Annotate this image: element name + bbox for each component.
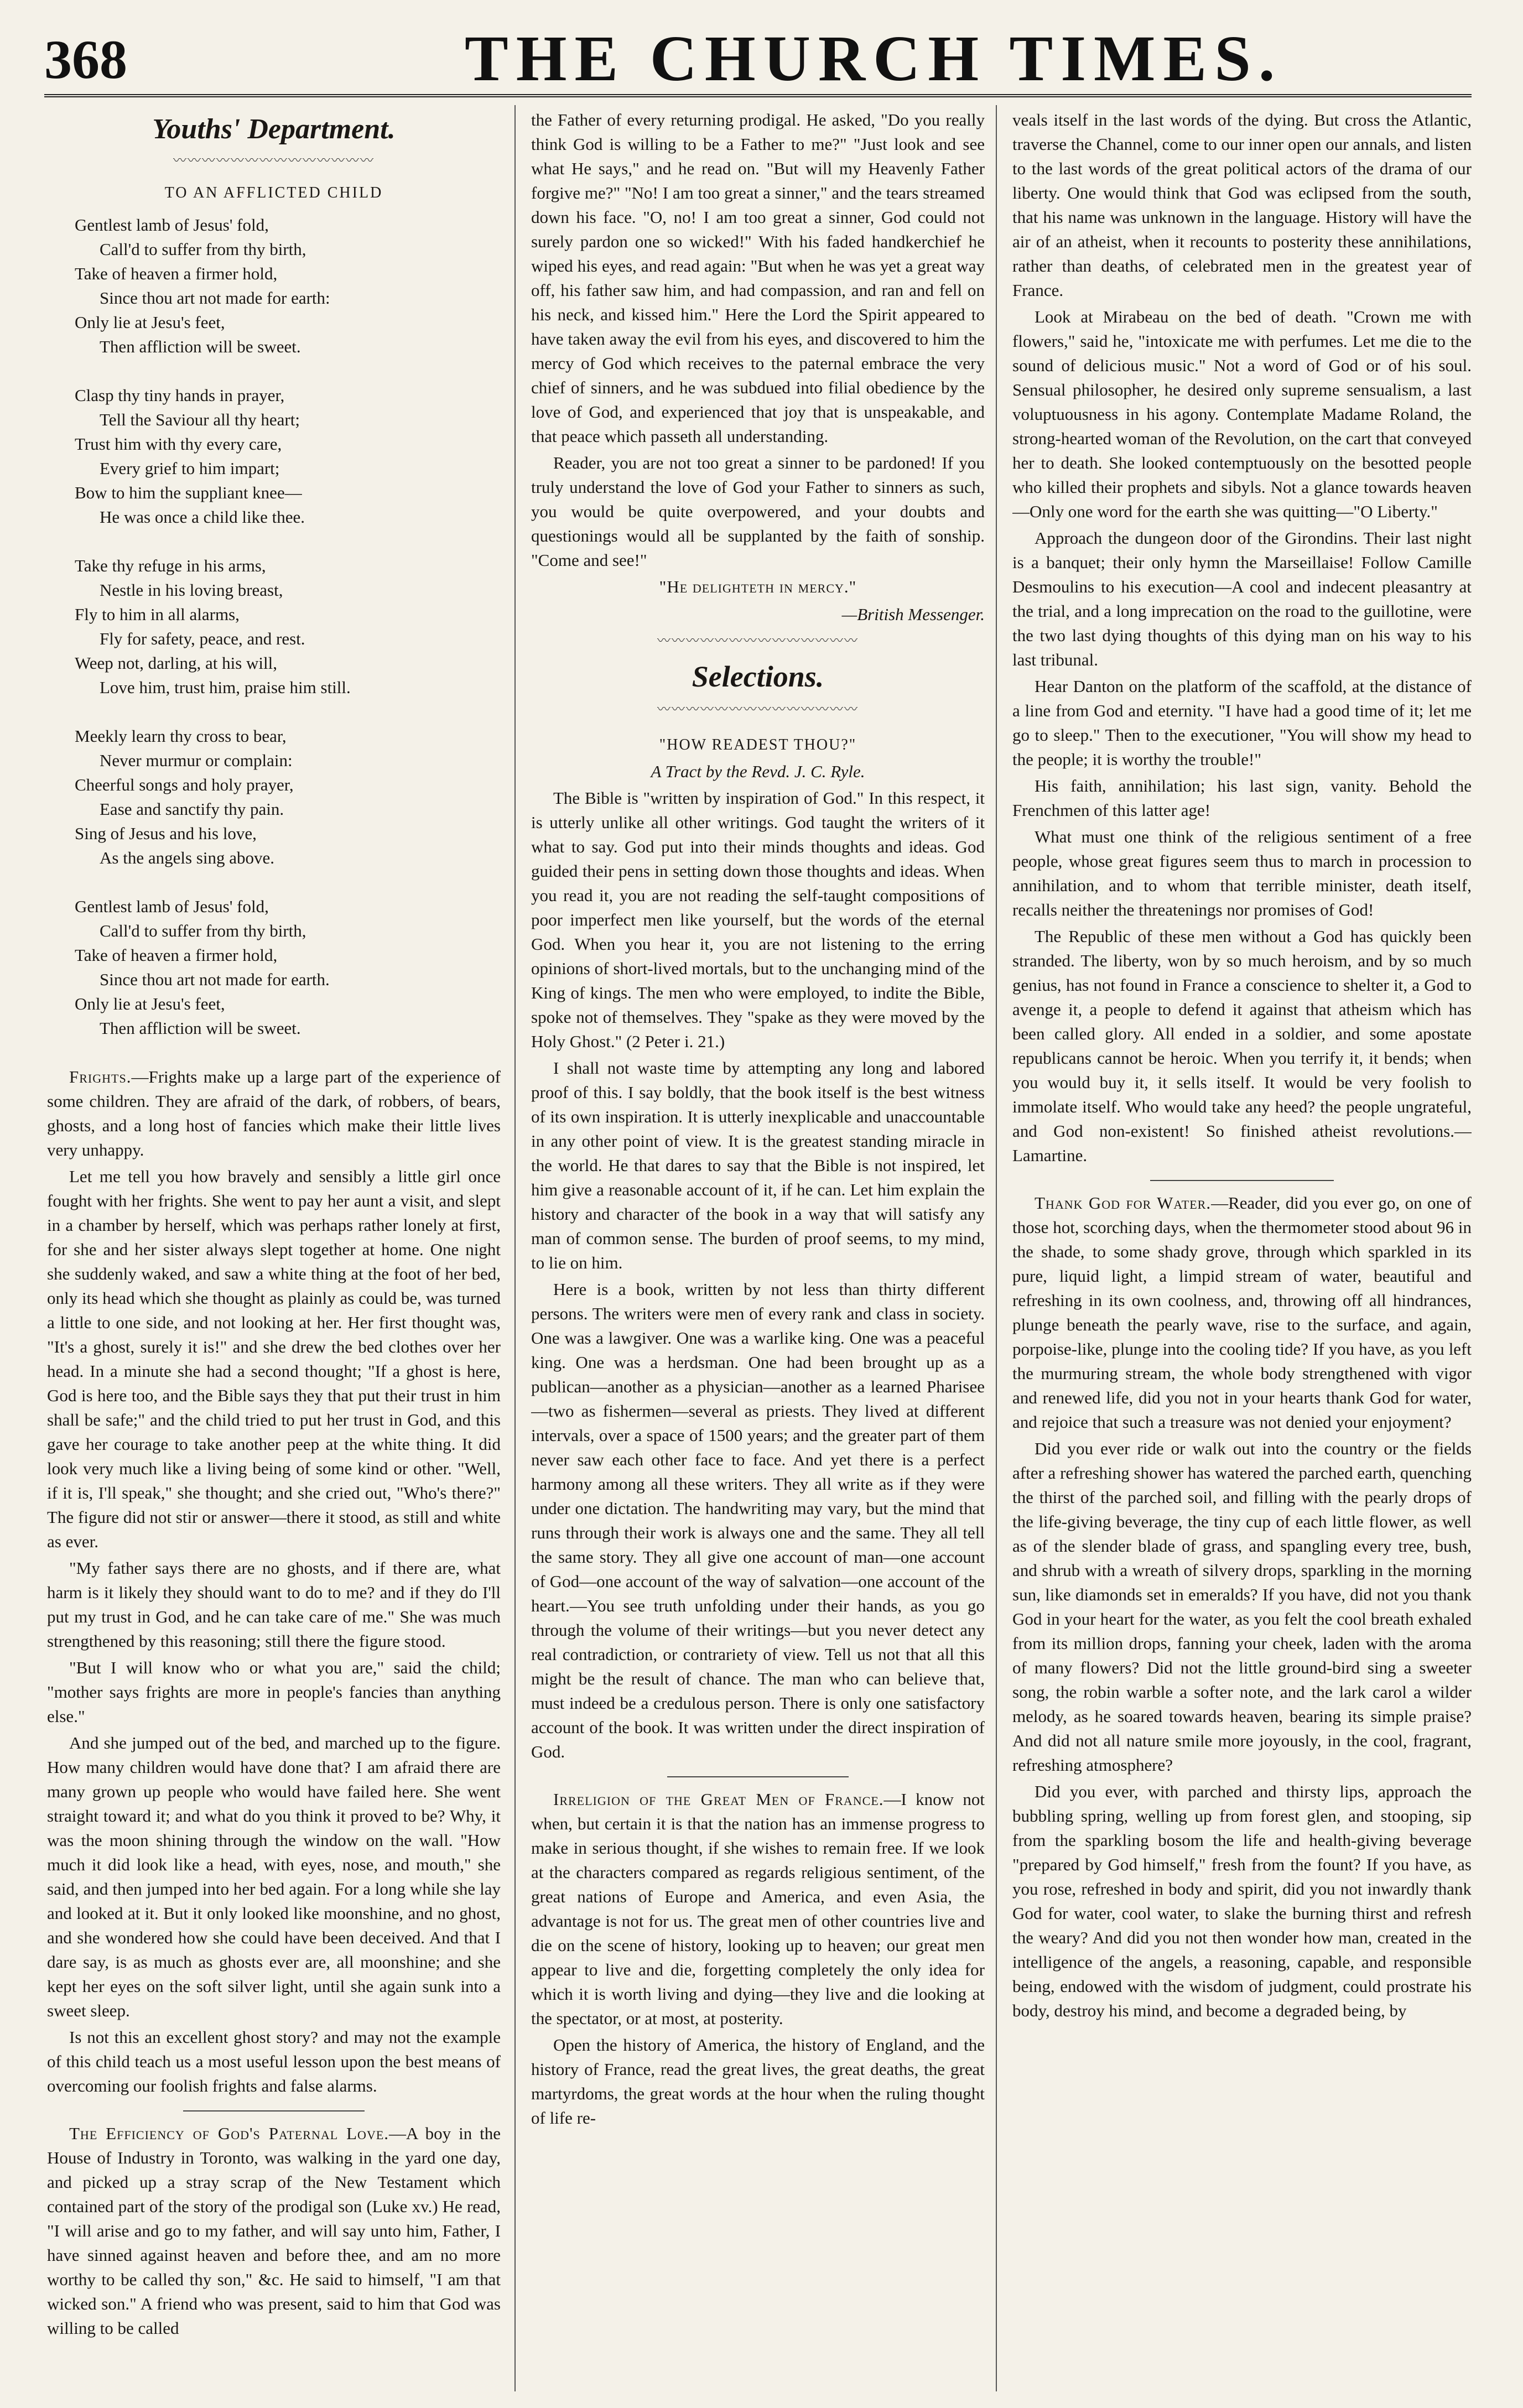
poem-line: Only lie at Jesu's feet, bbox=[75, 994, 225, 1013]
thank-god-article bbox=[1012, 1191, 1472, 1434]
page-number: 368 bbox=[44, 29, 127, 90]
paper-name: THE CHURCH TIMES. bbox=[465, 22, 1283, 95]
paragraph: And she jumped out of the bed, and marched up to the figure. How many children would have done that? I am afraid there are many grown up people who would have failed here. She went straight toward it; and what do you think it proved to be? Why, it was the moon shining through the window on the wall. "How much it did look like a head, with eyes, nose, and mouth," she said, and then jumped into her bed again. For a long while she lay and looked at it. But it only looked like moonshine, and no ghost, and she wondered how she could have been deceived. And that I dare say, is as much as ghosts ever are, all moonshine; and she kept her eyes on the soft silver light, until she again sunk into a sweet sleep. bbox=[47, 1733, 501, 2020]
ornament-rule: 〰〰〰〰〰〰〰〰〰〰〰〰〰〰 bbox=[173, 154, 375, 168]
article-text: —A boy in the House of Industry in Toronto, was walking in the yard one day, and picked up a stray scrap of the New Testament which contained part of the story of the prodigal son (Luke xv.) He read, "I will arise and go to my father, and will say unto him, Father, I have sinned against heaven and before thee, and am no more worthy to be called thy son," &c. He said to himself, "I am that wicked son." A friend who was present, said to him that God was willing to be called bbox=[47, 2124, 501, 2338]
efficiency-article bbox=[47, 2121, 501, 2341]
poem-line: Fly for safety, peace, and rest. bbox=[100, 629, 305, 648]
paragraph: I shall not waste time by attempting any long and labored proof of this. I say boldly, that the book itself is the best witness of its own inspiration. It is utterly inexplicable and unaccountable in any other point of view. It is the greatest standing miracle in the world. He that dares to say that the Bible is not inspired, let him give a reasonable account of it, if he can. Let him explain the history and character of the book in a way that will satisfy any man of common sense. The burden of proof seems, to my mind, to lie on him. bbox=[531, 1058, 985, 1272]
paragraph: His faith, annihilation; his last sign, vanity. Behold the Frenchmen of this latter age! bbox=[1012, 776, 1472, 820]
poem-line: Trust him with thy every care, bbox=[75, 434, 282, 454]
paragraph: Did you ever ride or walk out into the country or the fields after a refreshing shower has watered the parched earth, quenching the thirst of the parched soil, and filling with the pearly drops of the life-giving beverage, the tiny cup of each little flower, as well as of the slender blade of grass, and spangling every tree, bush, and shrub with a wreath of silvery drops, sparkling in the morning sun, like diamonds set in emeralds? If you have, did not you thank God in your heart for the water, as you felt the cool breath exhaled from its million drops, fanning your cheek, laden with the aroma of many flowers? Did not the little ground-bird sing a sweeter song, the robin warble a softer note, and the lark carol a wilder melody, as he soared towards heaven, bearing its simple praise? And did not all nature smile more joyously, in the cool, fragrant, refreshing atmosphere? bbox=[1012, 1439, 1472, 1775]
column-2 bbox=[531, 108, 985, 2386]
article-text: —Frights make up a large part of the experience of some children. They are afraid of the dark, of robbers, of bears, ghosts, and a long host of fancies which make their little lives very unhappy. bbox=[47, 1067, 501, 1159]
tract-title: "HOW READEST THOU?" bbox=[659, 736, 857, 753]
poem-line: Tell the Saviour all thy heart; bbox=[100, 410, 300, 429]
poem-line: Take of heaven a firmer hold, bbox=[75, 264, 278, 283]
paragraph: Open the history of America, the history of England, and the history of France, read the great lives, the great deaths, the great martyrdoms, the great words at the hour when the ruling thought of life re- bbox=[531, 2035, 985, 2128]
department-heading: Youths' Department. bbox=[152, 113, 396, 145]
poem-line: As the angels sing above. bbox=[100, 848, 274, 867]
separator-rule bbox=[183, 2110, 365, 2111]
tract-subtitle: A Tract by the Revd. J. C. Ryle. bbox=[651, 762, 865, 781]
column-1 bbox=[47, 108, 501, 2386]
poem-line: Gentlest lamb of Jesus' fold, bbox=[75, 215, 269, 235]
motto: "He delighteth in mercy." bbox=[659, 577, 857, 596]
poem-line: Since thou art not made for earth: bbox=[100, 288, 330, 308]
poem-line: Then affliction will be sweet. bbox=[100, 337, 301, 356]
paragraph: Let me tell you how bravely and sensibly a little girl once fought with her frights. She went to pay her aunt a visit, and slept in a chamber by herself, which was perhaps rather lonely at first, for she and her sister always slept together at home. One night she suddenly waked, and saw a white thing at the foot of her bed, only its head which she thought as plainly as could be, was turned a little to one side, and not looking at her. Her first thought was, "It's a ghost, surely it is!" and she drew the bed clothes over her head. In a minute she had a second thought; "If a ghost is here, God is here too, and the Bible says they that put their trust in him shall be safe;" and the child tried to put her trust in God, and this gave her courage to take another peep at the white thing. It did look very much like a living being of some kind or other. "Well, if it is, I'll speak," she thought; and she cried out, "Who's there?" The figure did not stir or answer—there it stood, as still and white as ever. bbox=[47, 1167, 501, 1551]
article-text: —I know not when, but certain it is that the nation has an immense progress to make in serious thought, if she wishes to remain free. If we look at the characters compared as regards religious sentiment, of the great nations of Europe and America, and even Asia, the advantage is not for us. The great men of other countries live and die on the scene of history, looking up to heaven; our great men appear to live and die, forgetting completely the only idea for which it is worth living and dying—they live and die looking at the spectator, or at most, at posterity. bbox=[531, 1790, 985, 2028]
paragraph: Reader, you are not too great a sinner to be pardoned! If you truly understand the love of God your Father to sinners as such, you would be quite overpowered, and your doubts and questionings would all be supplanted by the faith of sonship. "Come and see!" bbox=[531, 453, 985, 570]
separator-rule bbox=[667, 1776, 849, 1777]
paragraph: Did you ever, with parched and thirsty lips, approach the bubbling spring, welling up from forest glen, and stooping, sip from the sparkling bosom the life and health-giving beverage "prepared by God himself," fresh from the fount? If you have, as you rose, refreshed in body and spirit, did you not inwardly thank God for water, cool water, to slake the burning thirst and refresh the weary? And did you not then wonder how man, created in the intelligence of the angels, a reasoning, capable, and responsible being, endowed with the wisdom of judgment, could prostrate his body, destroy his mind, and become a degraded being, by bbox=[1012, 1782, 1472, 2020]
poem-line: Ease and sanctify thy pain. bbox=[100, 799, 284, 819]
poem-line: Then affliction will be sweet. bbox=[100, 1018, 301, 1038]
poem-stanza bbox=[75, 894, 501, 1041]
poem-line: Every grief to him impart; bbox=[100, 459, 280, 478]
selections-heading: Selections. bbox=[692, 660, 824, 693]
poem-line: Never murmur or complain: bbox=[100, 751, 293, 770]
poem-line: Clasp thy tiny hands in prayer, bbox=[75, 386, 285, 405]
paragraph: "My father says there are no ghosts, and if there are, what harm is it likely they should want to do to me? and if they do I'll put my trust in God, and he can take care of me." She was much strengthened by this reasoning; still there the figure stood. bbox=[47, 1558, 501, 1651]
irreligion-article bbox=[531, 1787, 985, 2031]
separator-rule bbox=[1150, 1180, 1334, 1181]
paragraph: What must one think of the religious sentiment of a free people, whose great figures seem thus to march in procession to annihilation, and to whom that terrible minister, death itself, recalls neither the threatenings nor promises of God! bbox=[1012, 827, 1472, 919]
paragraph: The Republic of these men without a God has quickly been stranded. The liberty, won by so much heroism, and by so much genius, has not found in France a conscience to shelter it, a God to avenge it, a people to defend it against that atheism which has been called glory. All ended in a soldier, and some apostate republicans cannot be heroic. When you terrify it, it bends; when you would buy it, it sells itself. It would be very foolish to immolate itself. Who would take any heed? the people ungrateful, and God non-existent! So finished atheist revolutions.—Lamartine. bbox=[1012, 927, 1472, 1165]
poem-stanza bbox=[75, 383, 501, 529]
article-title: The Efficiency of God's Paternal Love. bbox=[69, 2124, 389, 2143]
article-title: Thank God for Water. bbox=[1035, 1193, 1212, 1213]
poem-line: Cheerful songs and holy prayer, bbox=[75, 775, 294, 794]
frights-article bbox=[47, 1065, 501, 1162]
paragraph: veals itself in the last words of the dying. But cross the Atlantic, traverse the Channel, come to our inner open our annals, and listen to the last words of the great political actors of the drama of our liberty. One would think that God was eclipsed from the south, that his name was unknown in the language. History will have the air of an atheist, when it recounts to posterity these annihilations, rather than deaths, of celebrated men in the greatest year of France. bbox=[1012, 110, 1472, 300]
poem-line: Meekly learn thy cross to bear, bbox=[75, 726, 287, 746]
poem-line: He was once a child like thee. bbox=[100, 507, 305, 527]
column-divider bbox=[514, 105, 516, 2391]
ornament-rule: 〰〰〰〰〰〰〰〰〰〰〰〰〰〰 bbox=[657, 634, 859, 648]
paragraph: Here is a book, written by not less than thirty different persons. The writers were men of every rank and class in society. One was a lawgiver. One was a warlike king. One was a peaceful king. One was a herdsman. One had been brought up as a publican—another as a physician—another as a learned Pharisee—two as fishermen—several as priests. They lived at different intervals, over a space of 1500 years; and the greater part of them never saw each other face to face. And yet there is a perfect harmony among all these writers. They all write as if they were under one dictation. The handwriting may vary, but the mind that runs through their work is always one and the same. They all tell the same story. They all give one account of man—one account of God—one account of the way of salvation—one account of the heart.—You see truth unfolding under their hands, as you go through the volume of their writings—but you never detect any real contradiction, or contrariety of view. Tell us not that all this might be the result of chance. The man who can believe that, must indeed be a credulous person. There is only one satisfactory account of the book. It was written under the direct inspiration of God. bbox=[531, 1280, 985, 1761]
poem-line: Since thou art not made for earth. bbox=[100, 970, 330, 989]
poem-line: Gentlest lamb of Jesus' fold, bbox=[75, 897, 269, 916]
column-3 bbox=[1012, 108, 1472, 2386]
paragraph: Look at Mirabeau on the bed of death. "Crown me with flowers," said he, "intoxicate me with perfumes. Let me die to the sound of delicious music." Not a word of God or of his soul. Sensual philosopher, he desired only supreme sensualism, a last voluptuousness in his agony. Contemplate Madame Roland, the strong-hearted woman of the Revolution, on the cart that conveyed her to death. She looked contemptuously on the besotted people who killed their prophets and sibyls. Not a glance towards heaven—Only one word for the earth she was quitting—"O Liberty." bbox=[1012, 307, 1472, 521]
paragraph: Hear Danton on the platform of the scaffold, at the distance of a line from God and eternity. "I have had a good time of it; let me go to sleep." Then to the executioner, "You will show my head to the people; it is worthy the trouble!" bbox=[1012, 677, 1472, 769]
poem-stanza bbox=[75, 724, 501, 870]
masthead-rule bbox=[44, 94, 1472, 97]
poem bbox=[47, 213, 501, 1041]
poem-line: Love him, trust him, praise him still. bbox=[100, 678, 351, 697]
column-divider bbox=[996, 105, 997, 2391]
poem-line: Take thy refuge in his arms, bbox=[75, 556, 266, 575]
paragraph: The Bible is "written by inspiration of God." In this respect, it is utterly unlike all other writings. God taught the writers of it what to say. God put into their minds thoughts and ideas. God guided their pens in setting down those thoughts and ideas. When you read it, you are not reading the self-taught compositions of poor imperfect men like yourself, but the words of the eternal God. When you hear it, you are not listening to the erring opinions of short-lived mortals, but to the unchanging mind of the King of kings. The men who were employed, to indite the Bible, spoke not of themselves. They "spake as they were moved by the Holy Ghost." (2 Peter i. 21.) bbox=[531, 788, 985, 1051]
article-title: Frights. bbox=[69, 1067, 132, 1086]
paragraph: the Father of every returning prodigal. He asked, "Do you really think God is willing to be a Father to me?" "Just look and see what He says," and he read on. "But will my Heavenly Father forgive me?" "No! I am too great a sinner," and the tears streamed down his face. "O, no! I am too great a sinner, God could not surely pardon one so wicked!" With his faded handkerchief he wiped his eyes, and read again: "But when he was yet a great way off, his father saw him, and had compassion, and ran and fell on his neck, and kissed him." Here the Lord the Spirit appeared to have taken away the evil from his eyes, and discovered to him the mercy of God which receives to the paternal embrace the very chief of sinners, and he was subdued into filial obedience by the love of God, and experienced that joy that is unspeakable, and that peace which passeth all understanding. bbox=[531, 110, 985, 446]
source-credit: —British Messenger. bbox=[841, 605, 985, 624]
poem-title: TO AN AFFLICTED CHILD bbox=[164, 184, 383, 201]
poem-line: Take of heaven a firmer hold, bbox=[75, 945, 278, 965]
poem-line: Call'd to suffer from thy birth, bbox=[100, 240, 306, 259]
article-text: —Reader, did you ever go, on one of those hot, scorching days, when the thermometer stood about 96 in the shade, to some shady grove, through which sparkled in its pure, liquid light, a limpid stream of water, beautiful and refreshing in its own coolness, and, throwing off all hindrances, plunge beneath the pearly wave, rise to the surface, and again, porpoise-like, plunge into the cooling tide? If you have, as you left the murmuring stream, the whole body strengthened with vigor and renewed life, did you not in your hearts thank God for water, and rejoice that such a treasure was not denied your enjoyment? bbox=[1012, 1193, 1472, 1432]
masthead bbox=[44, 17, 1483, 100]
poem-line: Fly to him in all alarms, bbox=[75, 605, 240, 624]
poem-line: Nestle in his loving breast, bbox=[100, 580, 283, 600]
paragraph: Is not this an excellent ghost story? and may not the example of this child teach us a most useful lesson upon the best means of overcoming our foolish frights and false alarms. bbox=[47, 2027, 501, 2095]
poem-stanza bbox=[75, 213, 501, 359]
poem-line: Sing of Jesus and his love, bbox=[75, 824, 257, 843]
poem-stanza bbox=[75, 554, 501, 700]
poem-line: Bow to him the suppliant knee— bbox=[75, 483, 302, 502]
article-title: Irreligion of the Great Men of France. bbox=[553, 1790, 884, 1809]
poem-line: Call'd to suffer from thy birth, bbox=[100, 921, 306, 940]
paragraph: Approach the dungeon door of the Girondins. Their last night is a banquet; their only hymn the Marseillaise! Follow Camille Desmoulins to his execution—A cool and indecent pleasantry at the trial, and a long imprecation on the road to the guillotine, were the two last dying thoughts of this dying man on his way to his last tribunal. bbox=[1012, 528, 1472, 669]
paragraph: "But I will know who or what you are," said the child; "mother says frights are more in people's fancies than anything else." bbox=[47, 1658, 501, 1726]
ornament-rule: 〰〰〰〰〰〰〰〰〰〰〰〰〰〰 bbox=[657, 703, 859, 717]
poem-line: Weep not, darling, at his will, bbox=[75, 653, 277, 673]
poem-line: Only lie at Jesu's feet, bbox=[75, 313, 225, 332]
